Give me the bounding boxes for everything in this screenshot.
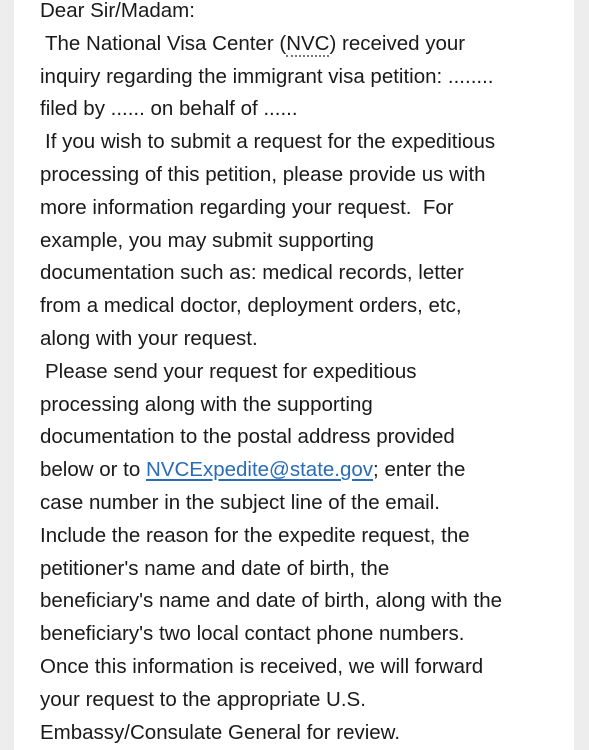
greeting-line: Dear Sir/Madam:	[40, 0, 195, 22]
text-segment: ; enter the	[373, 458, 466, 482]
paragraph-2-line-3: more information regarding your request. For	[40, 195, 454, 219]
nvc-abbreviation[interactable]: NVC	[286, 31, 330, 55]
paragraph-2-line-5: documentation such as: medical records, letter	[40, 261, 464, 285]
paragraph-1-line-2: inquiry regarding the immigrant visa petition: ........	[40, 64, 494, 88]
paragraph-1-line-3: filed by ...... on behalf of ......	[40, 97, 298, 121]
paragraph-3-line-12: Embassy/Consulate General for review.	[40, 720, 401, 744]
paragraph-3-line-7: petitioner's name and date of birth, the	[40, 556, 390, 580]
paragraph-3-line-6: Include the reason for the expedite request, the	[40, 523, 470, 547]
paragraph-3-line-3: documentation to the postal address provided	[40, 425, 455, 449]
paragraph-2-line-4: example, you may submit supporting	[40, 228, 374, 252]
paragraph-3-line-1: Please send your request for expeditious	[45, 359, 417, 383]
message-page	[14, 0, 574, 750]
paragraph-2-line-7: along with your request.	[40, 326, 258, 350]
paragraph-2-line-1: If you wish to submit a request for the expeditious	[45, 130, 496, 154]
paragraph-3-line-8: beneficiary's name and date of birth, along with the	[40, 589, 503, 613]
paragraph-3-line-10: Once this information is received, we will forward	[40, 654, 484, 678]
paragraph-3-line-2: processing along with the supporting	[40, 392, 373, 416]
text-segment: below or to	[40, 458, 146, 482]
paragraph-3-line-4	[40, 454, 560, 487]
paragraph-1-line-1	[40, 28, 560, 61]
paragraph-3-line-5: case number in the subject line of the email.	[40, 490, 440, 514]
paragraph-3-line-9: beneficiary's two local contact phone numbers.	[40, 622, 465, 646]
letter-body	[40, 0, 560, 749]
paragraph-2-line-2: processing of this petition, please provide us with	[40, 162, 486, 186]
paragraph-3-line-11: your request to the appropriate U.S.	[40, 687, 366, 711]
paragraph-2-line-6: from a medical doctor, deployment orders, etc,	[40, 294, 462, 318]
expedite-email-link[interactable]: NVCExpedite@state.gov	[145, 458, 374, 482]
text-segment: ) received your	[329, 31, 466, 55]
text-segment: The National Visa Center (	[45, 31, 287, 55]
